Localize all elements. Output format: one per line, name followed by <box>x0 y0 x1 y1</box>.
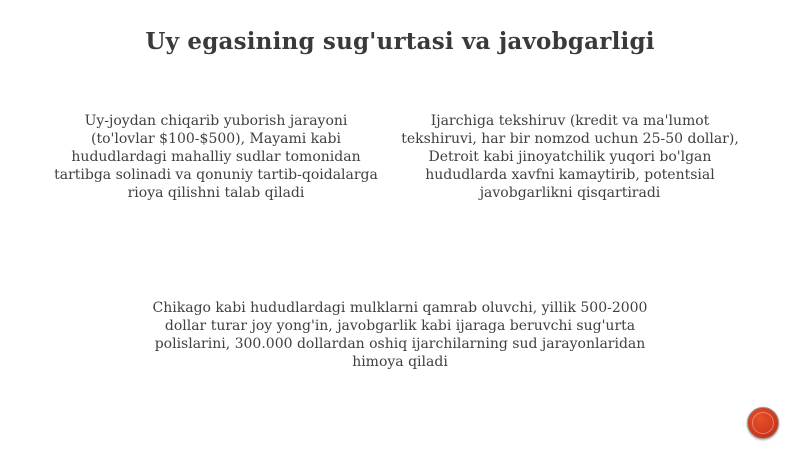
slide-title: Uy egasining sug'urtasi va javobgarligi <box>145 28 655 55</box>
text-block-tenant-screening: Ijarchiga tekshiruv (kredit va ma'lumot tekshiruvi, har bir nomzod uchun 25-50 dollar), Detroit kabi jinoyatchilik yuqori bo'lgan hududlarda xavfni kamaytirib, potentsial javobgarlikni qisqartiradi <box>401 113 739 201</box>
circle-button-icon[interactable] <box>747 407 779 439</box>
text-block-eviction: Uy-joydan chiqarib yuborish jarayoni (to'lovlar $100-$500), Mayami kabi hududlardagi mahalliy sudlar tomonidan tartibga solinadi va qonuniy tartib-qoidalarga rioya qilishni talab qiladi <box>54 113 378 201</box>
text-block-insurance-policies: Chikago kabi hududlardagi mulklarni qamrab oluvchi, yillik 500-2000 dollar turar joy yong'in, javobgarlik kabi ijaraga beruvchi sug'urta polislarini, 300.000 dollardan oshiq ijarchilarning sud jarayonlaridan himoya qiladi <box>152 300 648 370</box>
